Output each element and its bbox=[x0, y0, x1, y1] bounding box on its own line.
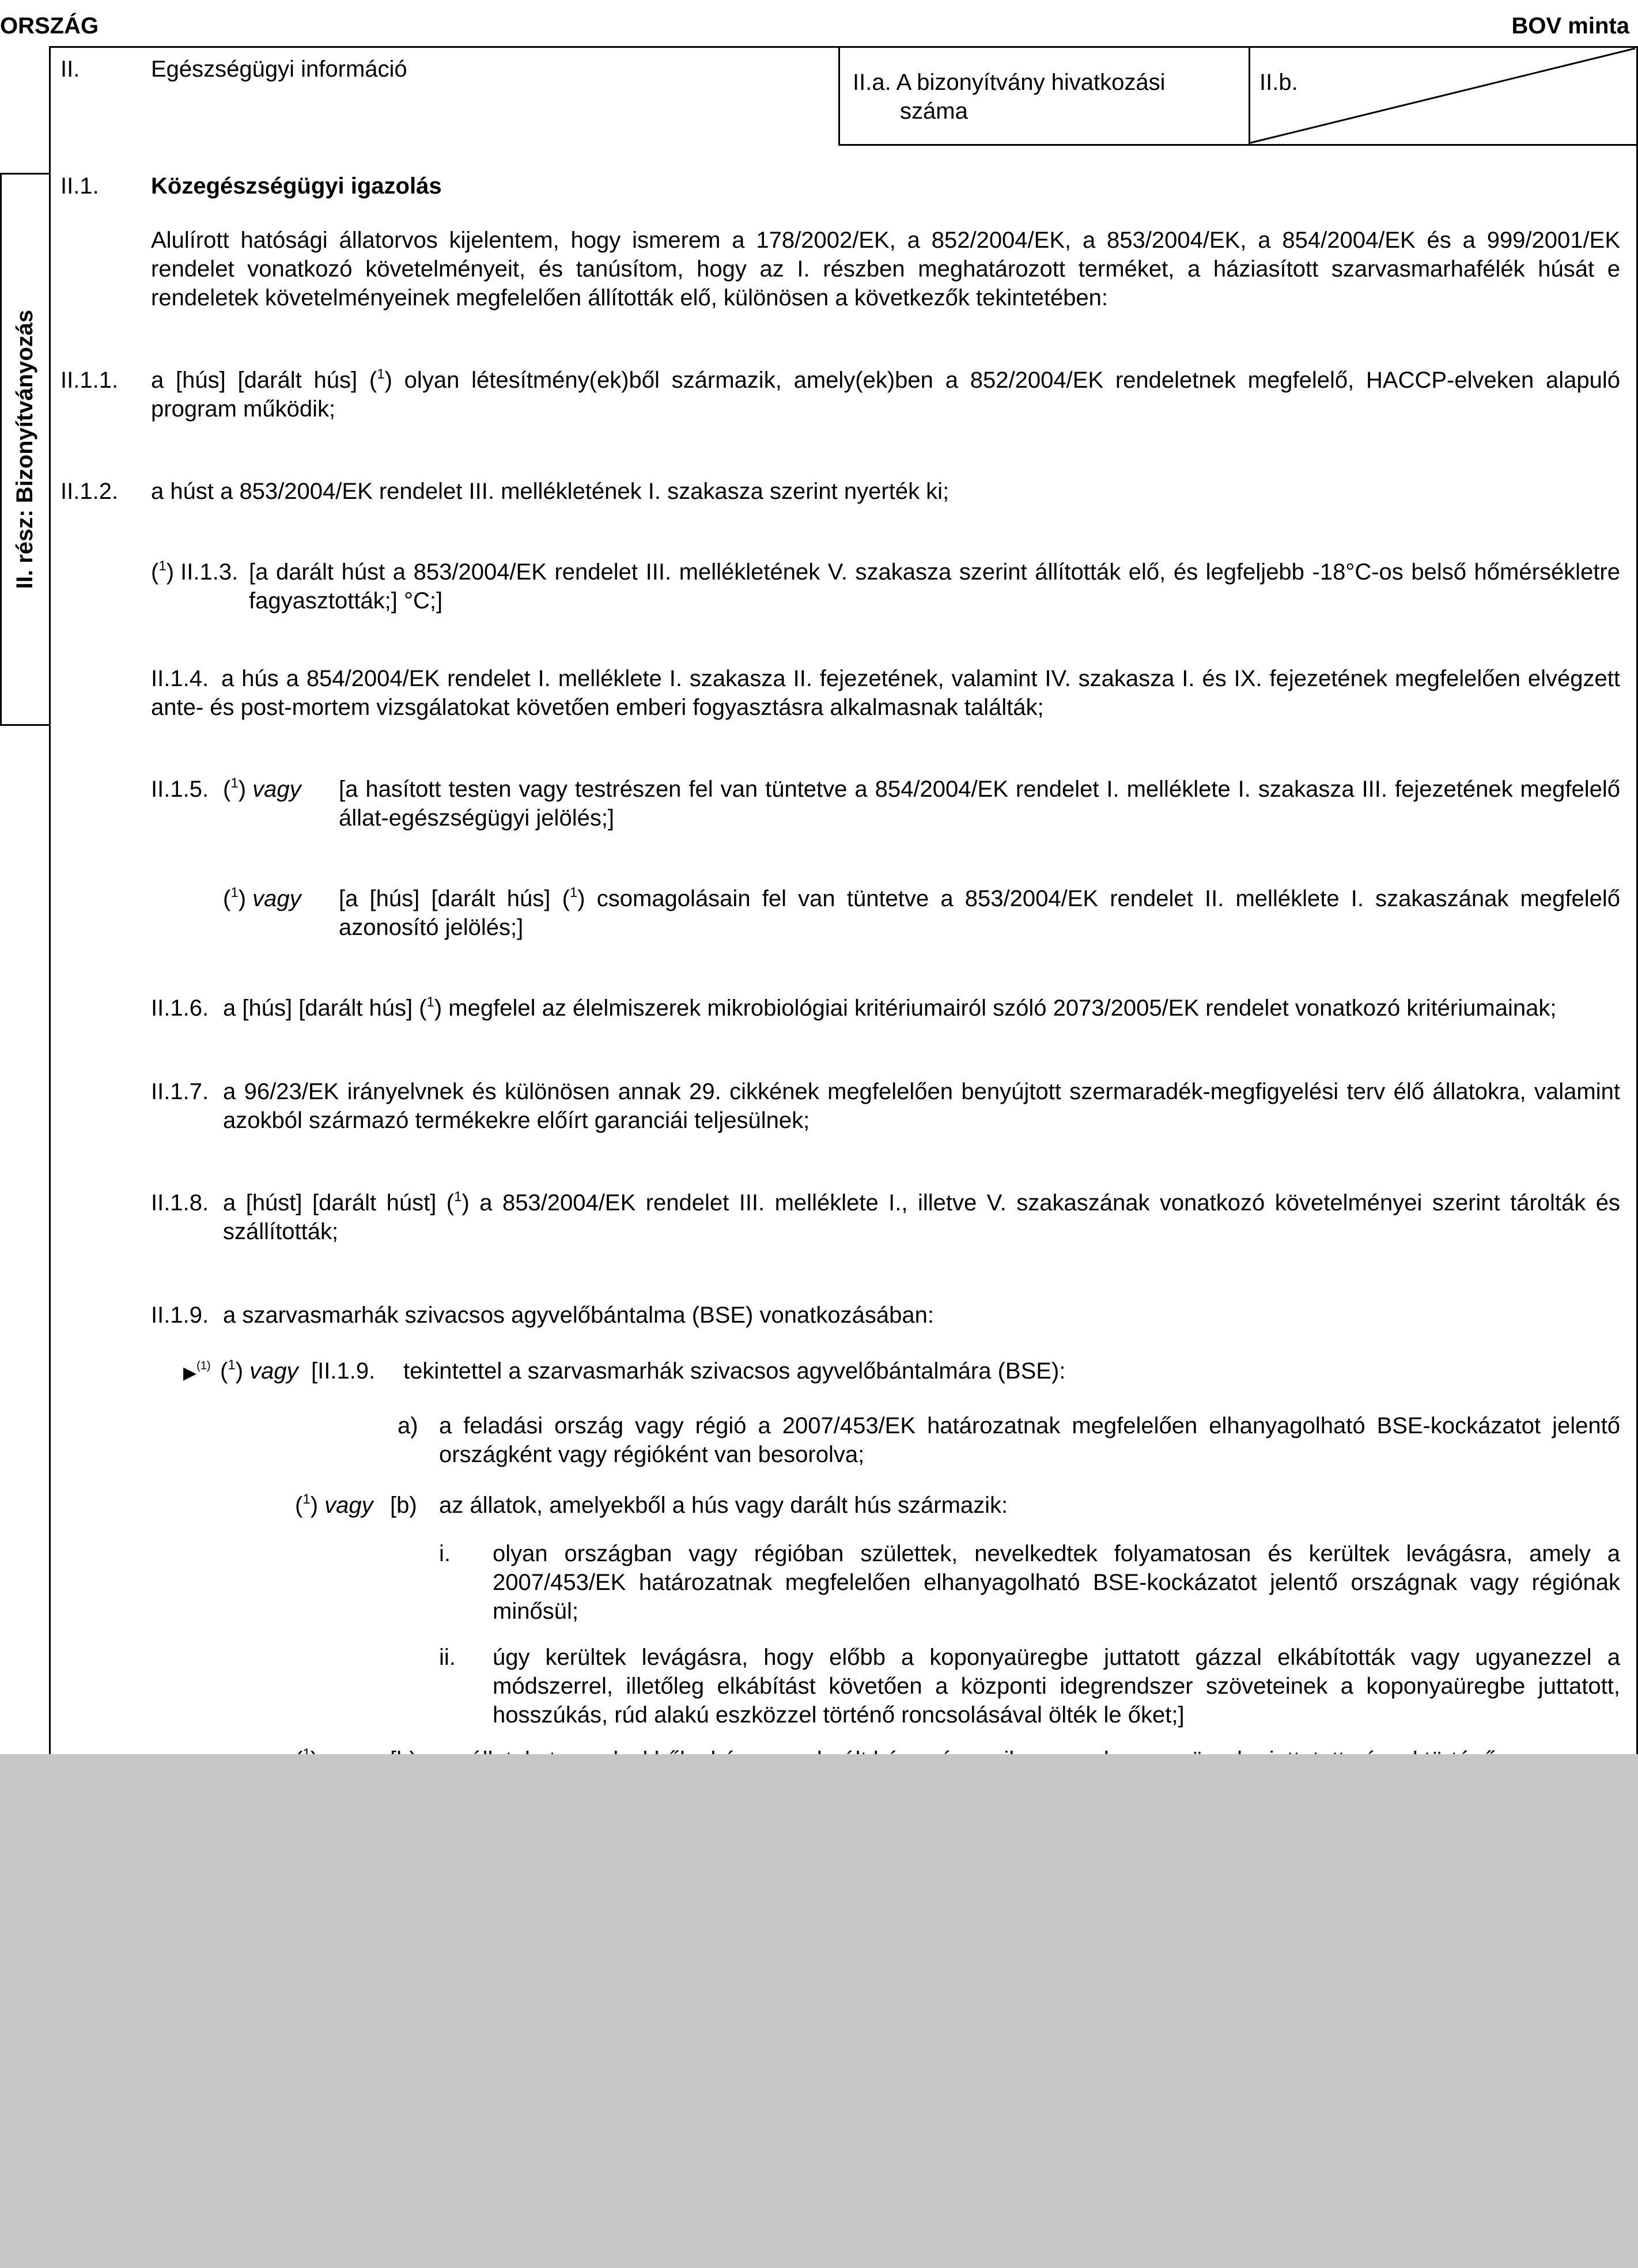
item-5a-text: [a hasított testen vagy testrészen fel van tüntetve a 854/2004/EK rendelet I. melléklete I. szakasza III. fejezetének megfelelő állat-egészségügyi jelölés;] bbox=[339, 777, 1620, 831]
item-6-text: a [hús] [darált hús] ($^1$) megfelel az élelmiszerek mikrobiológiai kritériumairól szóló 2073/2005/EK rendelet vonatkozó kritériumainak; bbox=[223, 994, 1557, 1021]
reference-b-label: II.b. bbox=[1259, 70, 1298, 95]
bse-bii-label: ii. bbox=[439, 1645, 456, 1670]
reference-label-line2: száma bbox=[900, 99, 968, 124]
item-4-number: II.1.4. bbox=[151, 666, 209, 691]
item-3-number: ($^1$) II.1.3. bbox=[151, 558, 239, 585]
item-5b-text: [a [hús] [darált hús] ($^1$) csomagolásain fel van tüntetve a 853/2004/EK rendelet II. melléklete I. szakaszának megfelelő azonosító jelölés;] bbox=[339, 885, 1620, 940]
section-number: II. bbox=[60, 56, 80, 82]
bse-a-label: a) bbox=[398, 1413, 418, 1438]
model-label: BOV minta bbox=[1511, 13, 1629, 39]
amendment-marker: ▶$^{(1)}$ bbox=[183, 1360, 211, 1383]
item-1-text: a [hús] [darált hús] ($^1$) olyan létesítmény(ek)ből származik, amely(ek)ben a 852/2004/EK rendeletnek megfelelő, HACCP-elveken alapuló program működik; bbox=[151, 366, 1621, 422]
bse-option: ($^1$) vagy bbox=[220, 1357, 298, 1384]
item-9-number: II.1.9. bbox=[151, 1303, 209, 1328]
bse-b-text: az állatok, amelyekből a hús vagy darált hús származik: bbox=[439, 1493, 1008, 1518]
box-bottom-line bbox=[838, 144, 1638, 146]
section-title: Egészségügyi információ bbox=[151, 56, 407, 82]
item-4-text: a hús a 854/2004/EK rendelet I. melléklete I. szakasza II. fejezetének, valamint IV. szakasza I. és IX. fejezetének megfelelően elvégzett ante- és post-mortem vizsgálatokat követően emberi fogyasztásra alkalmasnak találták; bbox=[151, 666, 1620, 720]
page-cutoff-overlay bbox=[0, 1754, 1638, 2268]
bse-head-number: [II.1.9. bbox=[311, 1358, 376, 1384]
item-7-number: II.1.7. bbox=[151, 1079, 209, 1104]
bse-head-text: tekintettel a szarvasmarhák szivacsos agyvelőbántalmára (BSE): bbox=[403, 1358, 1066, 1384]
item-5-number: II.1.5. bbox=[151, 777, 209, 802]
public-health-title: Közegészségügyi igazolás bbox=[151, 173, 442, 199]
bse-bii-text: úgy kerültek levágásra, hogy előbb a koponyaüregbe juttatott gázzal elkábították vagy ugyanezzel a módszerrel, illetőleg elkábítást követően a központi idegrendszer szöveteinek a koponyaüregbe juttatott, hosszúkás, rúd alakú eszközzel történő roncsolásával ölték le őket;] bbox=[493, 1645, 1620, 1728]
left-frame-line bbox=[49, 46, 51, 1754]
diagonal-strike bbox=[1249, 47, 1636, 144]
item-6-number: II.1.6. bbox=[151, 995, 209, 1021]
item-8-number: II.1.8. bbox=[151, 1190, 209, 1216]
public-health-intro: Alulírott hatósági állatorvos kijelentem, hogy ismerem a 178/2002/EK, a 852/2004/EK, a 853/2004/EK, a 854/2004/EK és a 999/2001/EK rendelet vonatkozó követelményeit, és tanúsítom, hogy az I. részben meghatározott terméket, a háziasított szarvasmarhafélék húsát e rendeletek követelményeinek megfelelően állították elő, különösen a következők tekintetében: bbox=[151, 228, 1620, 311]
bse-a-text: a feladási ország vagy régió a 2007/453/EK határozatnak megfelelően elhanyagolható BSE-kockázatot jelentő országként vagy régióként van besorolva; bbox=[439, 1413, 1620, 1467]
reference-label-line1: II.a. A bizonyítvány hivatkozási bbox=[853, 70, 1166, 95]
item-2-number: II.1.2. bbox=[60, 479, 119, 504]
item-9-text: a szarvasmarhák szivacsos agyvelőbántalma (BSE) vonatkozásában: bbox=[223, 1303, 934, 1328]
item-7-text: a 96/23/EK irányelvnek és különösen annak 29. cikkének megfelelően benyújtott szermaradék-megfigyelési terv élő állatokra, valamint azokból származó termékekre előírt garanciái teljesülnek; bbox=[223, 1079, 1620, 1133]
item-2-text: a húst a 853/2004/EK rendelet III. mellékletének I. szakasza szerint nyerték ki; bbox=[151, 479, 949, 504]
public-health-number: II.1. bbox=[60, 173, 99, 199]
side-label: II. rész: Bizonyítványozás bbox=[12, 309, 37, 589]
box-divider-1 bbox=[838, 46, 840, 146]
bse-b-label: [b) bbox=[390, 1493, 417, 1518]
item-5b-option: ($^1$) vagy bbox=[223, 885, 301, 911]
item-5a-option: ($^1$) vagy bbox=[223, 775, 301, 802]
bse-b-option: ($^1$) vagy bbox=[295, 1491, 373, 1518]
country-label: ORSZÁG bbox=[0, 13, 99, 39]
item-1-number: II.1.1. bbox=[60, 368, 119, 393]
item-3-text: [a darált húst a 853/2004/EK rendelet III. mellékletének V. szakasza szerint állították elő, és legfeljebb -18°C-os belső hőmérsékletre fagyasztották;] °C;] bbox=[249, 559, 1620, 614]
item-8-text: a [húst] [darált húst] ($^1$) a 853/2004/EK rendelet III. melléklete I., illetve V. szakaszának vonatkozó követelményei szerint tárolták és szállították; bbox=[223, 1189, 1620, 1244]
bse-bi-label: i. bbox=[439, 1541, 451, 1566]
bse-bi-text: olyan országban vagy régióban születtek, nevelkedtek folyamatosan és kerültek levágásra, amely a 2007/453/EK határozatnak megfelelően elhanyagolható BSE-kockázatot jelentő országnak vagy régiónak minősül; bbox=[493, 1541, 1620, 1624]
